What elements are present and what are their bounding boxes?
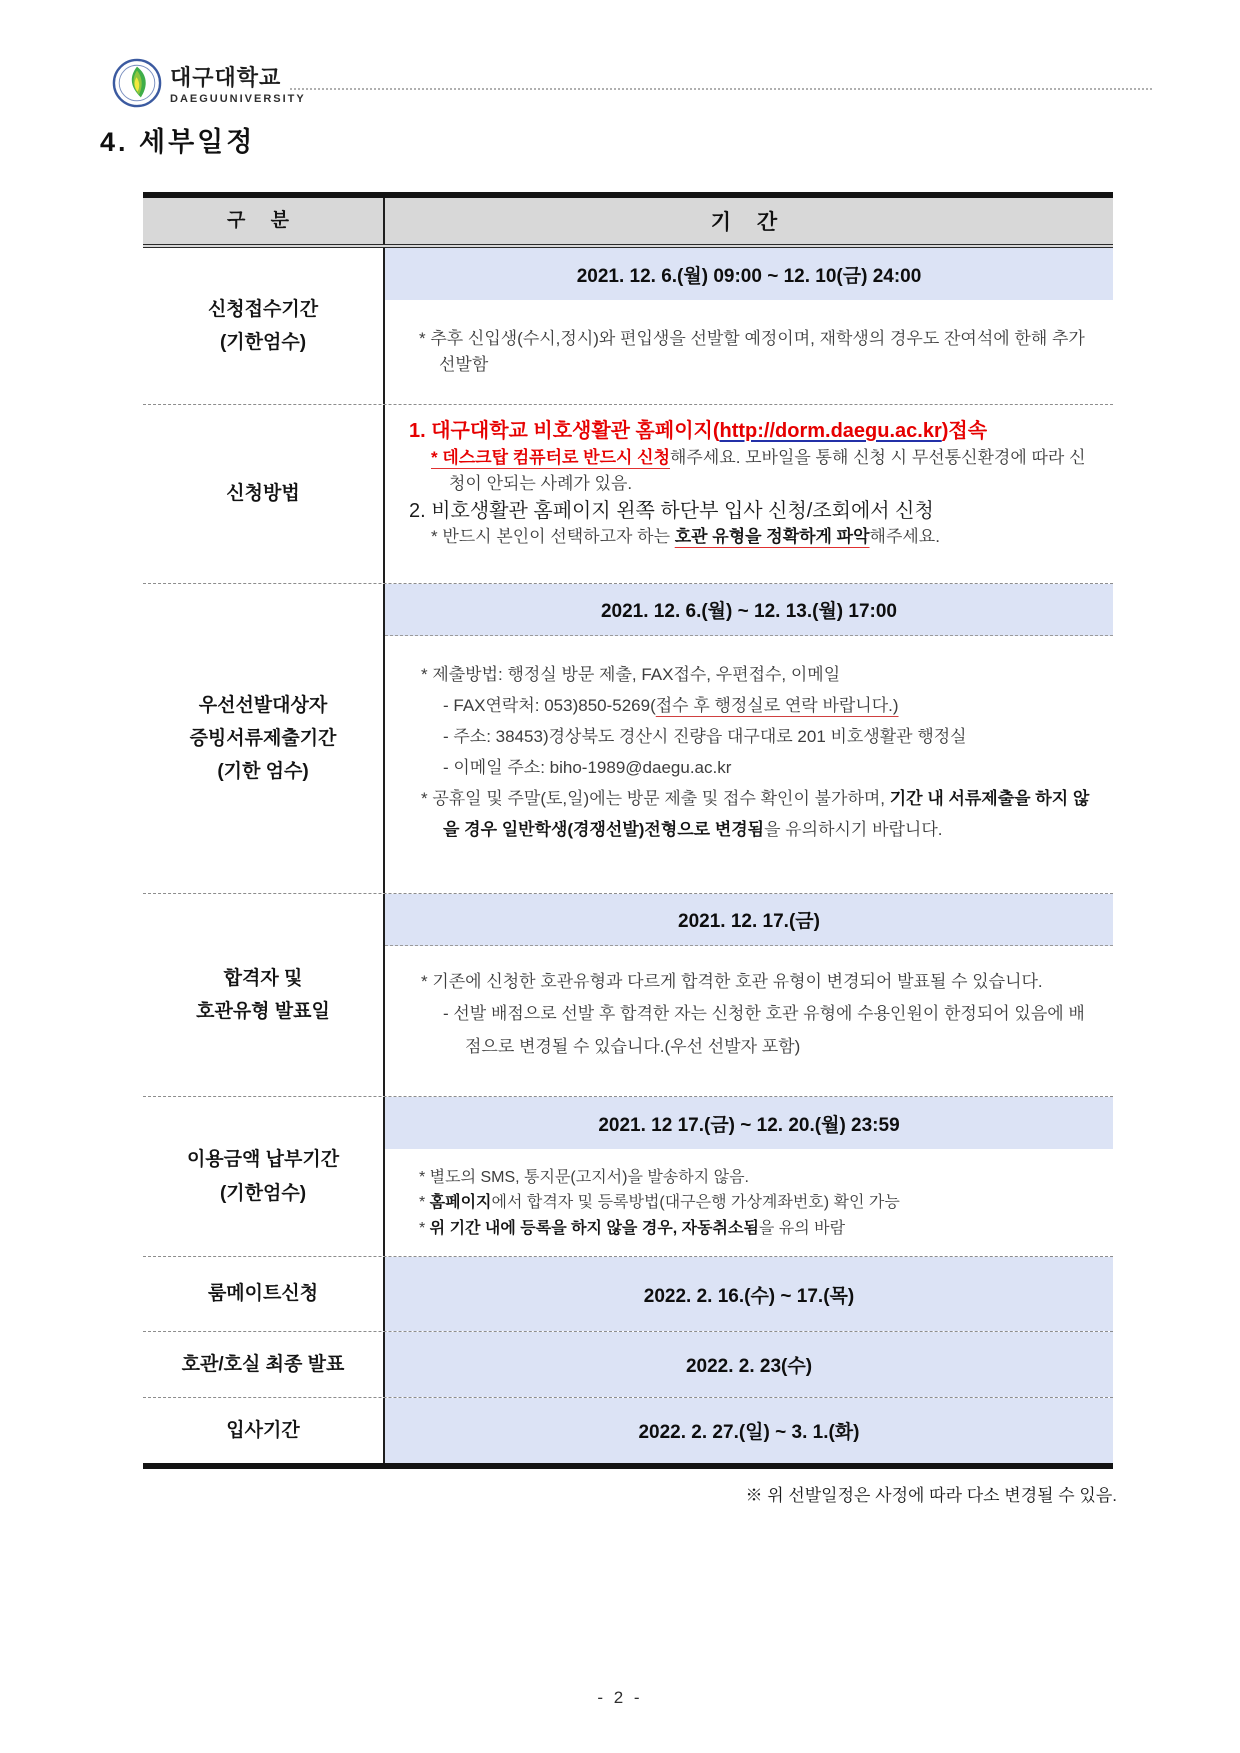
date-band: 2021. 12. 6.(월) 09:00 ~ 12. 10(금) 24:00 xyxy=(385,248,1113,300)
row-label-application-method xyxy=(143,405,385,583)
row-label-line: 호관/호실 최종 발표 xyxy=(181,1353,345,1375)
note-segment-underlined: 접수 후 행정실로 연락 바랍니다.) xyxy=(655,695,899,715)
table-row-final-room-announcement xyxy=(143,1331,1113,1397)
note-line: * 추후 신입생(수시,정시)와 편입생을 선발할 예정이며, 재학생의 경우도 잔여석에 한해 추가 선발함 xyxy=(419,329,1085,374)
note-segment: 을 유의하시기 바랍니다. xyxy=(764,819,943,839)
note-line: * 별도의 SMS, 통지문(고지서)을 발송하지 않음. xyxy=(419,1169,749,1186)
note-segment: * xyxy=(419,1194,430,1212)
note-line: - 선발 배점으로 선발 후 합격한 자는 신청한 호관 유형에 수용인원이 한정되어 있음에 배점으로 변경될 수 있습니다.(우선 선발자 포함) xyxy=(443,1004,1085,1056)
note-segment-emphasis: 기간 내 서류제출을 하지 않을 경우 일반학생(경쟁선발)전형으로 변경됨 xyxy=(443,788,1090,839)
university-name-kr: 대구대학교 xyxy=(170,65,282,90)
table-row-application-method xyxy=(143,404,1113,583)
note-segment-emphasis: 홈페이지 xyxy=(429,1194,492,1212)
column-header-period: 기 간 xyxy=(710,211,788,234)
row-label-roommate-request xyxy=(143,1257,385,1331)
row-notes xyxy=(385,405,1113,550)
row-label-movein-period xyxy=(143,1398,385,1463)
row-notes xyxy=(385,946,1113,1063)
dorm-website-link[interactable]: http://dorm.daegu.ac.kr xyxy=(719,420,942,442)
row-content xyxy=(385,1257,1113,1331)
date-band: 2021. 12 17.(금) ~ 12. 20.(월) 23:59 xyxy=(385,1097,1113,1149)
note-segment: 1. 대구대학교 비호생활관 홈페이지( xyxy=(409,420,720,442)
row-label-line: 이용금액 납부기간 xyxy=(186,1149,340,1171)
note-line-homepage xyxy=(385,1190,1099,1215)
note-line: * 기존에 신청한 호관유형과 다르게 합격한 호관 유형이 변경되어 발표될 수 있습니다. xyxy=(421,972,1043,991)
schedule-change-footnote: ※ 위 선발일정은 사정에 따라 다소 변경될 수 있음. xyxy=(745,1486,1117,1505)
letterhead xyxy=(112,58,306,108)
note-segment: )접속 xyxy=(941,420,988,442)
row-notes xyxy=(385,1149,1113,1241)
row-content xyxy=(385,248,1113,404)
section-title: 4. 세부일정 xyxy=(100,127,256,157)
note-line-fax xyxy=(385,691,1099,722)
row-notes xyxy=(385,300,1113,377)
note-line-menu: 2. 비호생활관 홈페이지 왼쪽 하단부 입사 신청/조회에서 신청 xyxy=(409,499,934,522)
note-segment: - FAX연락처: 053)850-5269( xyxy=(443,695,656,715)
table-row-result-announcement xyxy=(143,893,1113,1096)
row-label-line: 룸메이트신청 xyxy=(207,1283,319,1305)
table-row-payment-period xyxy=(143,1096,1113,1256)
table-row-roommate-request xyxy=(143,1256,1113,1331)
row-label-payment-period xyxy=(143,1097,385,1256)
date-band: 2022. 2. 27.(일) ~ 3. 1.(화) xyxy=(385,1398,1113,1463)
row-content xyxy=(385,584,1113,893)
page-number: - 2 - xyxy=(597,1688,643,1707)
row-label-line: 신청접수기간 xyxy=(207,298,319,320)
row-label-document-submission xyxy=(143,584,385,893)
row-label-application-period xyxy=(143,248,385,404)
university-wordmark xyxy=(170,61,306,105)
note-segment-emphasis: 호관 유형을 정확하게 파악 xyxy=(674,526,870,546)
date-band: 2021. 12. 6.(월) ~ 12. 13.(월) 17:00 xyxy=(385,584,1113,636)
row-label-final-room-announcement xyxy=(143,1332,385,1397)
schedule-table xyxy=(143,192,1113,1469)
university-logo-icon xyxy=(112,58,162,108)
note-line-desktop xyxy=(409,445,1101,498)
row-label-line: 우선선발대상자 xyxy=(198,694,328,716)
row-label-line: (기한 엄수) xyxy=(217,761,309,783)
note-line-cancel-warning xyxy=(385,1216,1099,1241)
date-band: 2021. 12. 17.(금) xyxy=(385,894,1113,946)
note-segment: 해주세요. xyxy=(869,526,940,546)
note-segment: 해주세요. 모바일을 통해 신청 시 무선통신환경에 따라 신청이 안되는 사례가 있음. xyxy=(449,448,1086,494)
note-segment-emphasis: 위 기간 내에 등록을 하지 않을 경우, 자동취소됨 xyxy=(429,1219,759,1237)
row-notes xyxy=(385,636,1113,846)
row-label-line: (기한엄수) xyxy=(219,332,307,353)
table-header-row xyxy=(143,198,1113,248)
row-content xyxy=(385,405,1113,583)
column-header-category: 구 분 xyxy=(143,198,385,244)
note-segment: * xyxy=(419,1219,430,1237)
note-line-email: - 이메일 주소: biho-1989@daegu.ac.kr xyxy=(443,757,732,777)
row-content xyxy=(385,894,1113,1096)
note-line-dormtype xyxy=(409,524,1101,550)
row-label-line: 호관유형 발표일 xyxy=(196,1001,330,1022)
note-segment: * 공휴일 및 주말(토,일)에는 방문 제출 및 접수 확인이 불가하며, xyxy=(421,788,890,808)
date-band: 2022. 2. 16.(수) ~ 17.(목) xyxy=(385,1257,1113,1331)
table-row-document-submission xyxy=(143,583,1113,893)
row-content xyxy=(385,1398,1113,1463)
row-content xyxy=(385,1097,1113,1256)
note-line-website xyxy=(409,418,1101,445)
note-line-warning xyxy=(385,784,1099,846)
note-segment: 에서 합격자 및 등록방법(대구은행 가상계좌번호) 확인 가능 xyxy=(491,1194,900,1212)
row-label-result-announcement xyxy=(143,894,385,1096)
note-segment: * 반드시 본인이 선택하고자 하는 xyxy=(431,526,675,546)
university-name-en: DAEGUUNIVERSITY xyxy=(170,93,306,105)
table-row-application-period xyxy=(143,248,1113,404)
letterhead-divider xyxy=(290,88,1152,90)
row-label-line: 입사기간 xyxy=(226,1419,300,1441)
note-segment-emphasis: * 데스크탑 컴퓨터로 반드시 신청 xyxy=(431,448,670,467)
note-segment: 을 유의 바람 xyxy=(758,1219,846,1237)
row-label-line: 합격자 및 xyxy=(223,967,303,989)
date-band: 2022. 2. 23(수) xyxy=(385,1332,1113,1397)
note-line-address: - 주소: 38453)경상북도 경산시 진량읍 대구대로 201 비호생활관 행정실 xyxy=(443,726,967,746)
note-line: * 제출방법: 행정실 방문 제출, FAX접수, 우편접수, 이메일 xyxy=(421,665,841,684)
row-content xyxy=(385,1332,1113,1397)
row-label-line: 증빙서류제출기간 xyxy=(189,727,337,749)
row-label-line: 신청방법 xyxy=(226,483,300,505)
table-row-movein-period xyxy=(143,1397,1113,1463)
row-label-line: (기한엄수) xyxy=(219,1182,307,1204)
